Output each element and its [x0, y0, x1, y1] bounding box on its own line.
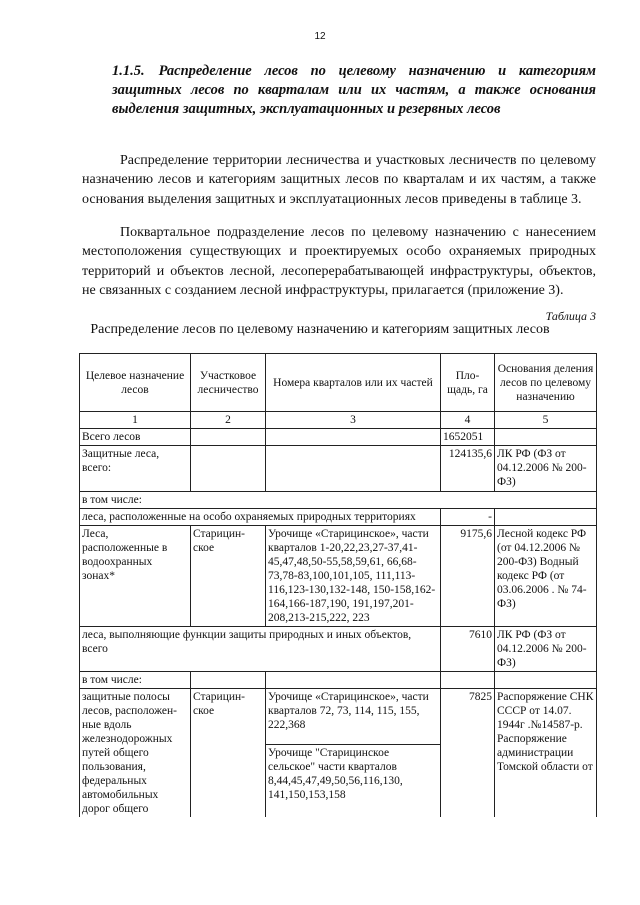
col-number-4: 4 [441, 412, 495, 429]
header-area: Пло-щадь, га [441, 354, 495, 412]
strips-area: 7825 [441, 689, 495, 818]
oopt-area: - [441, 509, 495, 526]
table-label: Таблица 3 [545, 309, 596, 323]
water-district: Старицин-ское [191, 526, 266, 627]
strips-basis: Распоряжение СНК СССР от 14.07. 1944г .№14587-р. Распоряжение администрации Томской области от [495, 689, 597, 818]
protective-purpose: Защитные леса, всего: [80, 446, 191, 492]
section-heading [112, 62, 596, 119]
col-number-3: 3 [266, 412, 441, 429]
page-number: 12 [314, 31, 326, 42]
oopt-purpose: леса, расположенные на особо охраняемых природных территориях [80, 509, 441, 526]
column-number-row [80, 412, 597, 429]
header-district: Участковое лесничество [191, 354, 266, 412]
header-purpose: Целевое назначение лесов [80, 354, 191, 412]
water-quarters: Урочище «Старицинское», части кварталов 1-20,22,23,27-37,41-45,47,48,50-55,58,59,61, 66,68-73,78-83,100,101,105, 111,113-116,123-130,132-148, 150-158,162-164,166-187,190, 191,197,201-208,213-215,222, 223 [266, 526, 441, 627]
protective-basis: ЛК РФ (ФЗ от 04.12.2006 № 200-ФЗ) [495, 446, 597, 492]
col-number-2: 2 [191, 412, 266, 429]
table-row-strips-a [80, 689, 597, 745]
forest-distribution-table [79, 353, 597, 817]
strips-purpose: защитные полосы лесов, расположен-ные вдоль железнодорожных путей общего пользования, федеральных автомобильных дорог общего [80, 689, 191, 818]
total-purpose: Всего лесов [80, 429, 191, 446]
natural-purpose: леса, выполняющие функции защиты природных и иных объектов, всего [80, 627, 441, 672]
strips-quarters-b: Урочище "Старицинское сельское" части кварталов 8,44,45,47,49,50,56,116,130, 141,150,153,158 [266, 744, 441, 817]
table-row-oopt [80, 509, 597, 526]
strips-district: Старицин-ское [191, 689, 266, 818]
header-quarters: Номера кварталов или их частей [266, 354, 441, 412]
header-basis: Основания деления лесов по целевому назначению [495, 354, 597, 412]
total-area: 1652051 [441, 429, 495, 446]
table-row-protective [80, 446, 597, 492]
section-title: Распределение лесов по целевому назначению и категориям защитных лесов по кварталам или их частям, а также основания выделения защитных, эксплуатационных и резервных лесов [112, 63, 596, 117]
water-area: 9175,6 [441, 526, 495, 627]
table-title: Распределение лесов по целевому назначению и категориям защитных лесов [90, 322, 550, 337]
col-number-5: 5 [495, 412, 597, 429]
natural-basis: ЛК РФ (ФЗ от 04.12.2006 № 200-ФЗ) [495, 627, 597, 672]
table-header-row [80, 354, 597, 412]
table-row-including-2 [80, 672, 597, 689]
col-number-1: 1 [80, 412, 191, 429]
protective-area: 124135,6 [441, 446, 495, 492]
natural-area: 7610 [441, 627, 495, 672]
table-row-water [80, 526, 597, 627]
paragraph-1: Распределение территории лесничества и участковых лесничеств по целевому назначению лесов и категориям защитных лесов по кварталам и их частям, а также основания выделения защитных и эксплуатационных лесов приведены в таблице 3. [82, 153, 596, 207]
including-label-1: в том числе: [80, 492, 597, 509]
water-purpose: Леса, расположенные в водоохранных зонах* [80, 526, 191, 627]
table-row-total [80, 429, 597, 446]
table-row-including-1 [80, 492, 597, 509]
strips-quarters-a: Урочище «Старицинское», части кварталов 72, 73, 114, 115, 155, 222,368 [266, 689, 441, 745]
water-basis: Лесной кодекс РФ (от 04.12.2006 № 200-ФЗ) Водный кодекс РФ (от 03.06.2006 . № 74-ФЗ) [495, 526, 597, 627]
paragraph-2: Поквартальное подразделение лесов по целевому назначению с нанесением местоположения существующих и проектируемых особо охраняемых природных территорий и объектов лесной, лесоперерабатывающей инфраструктуры, объектов, не связанных с созданием лесной инфраструктуры, прилагается (приложение 3). [82, 225, 596, 298]
table-row-natural [80, 627, 597, 672]
section-number: 1.1.5. [112, 63, 145, 79]
including-label-2: в том числе: [80, 672, 191, 689]
